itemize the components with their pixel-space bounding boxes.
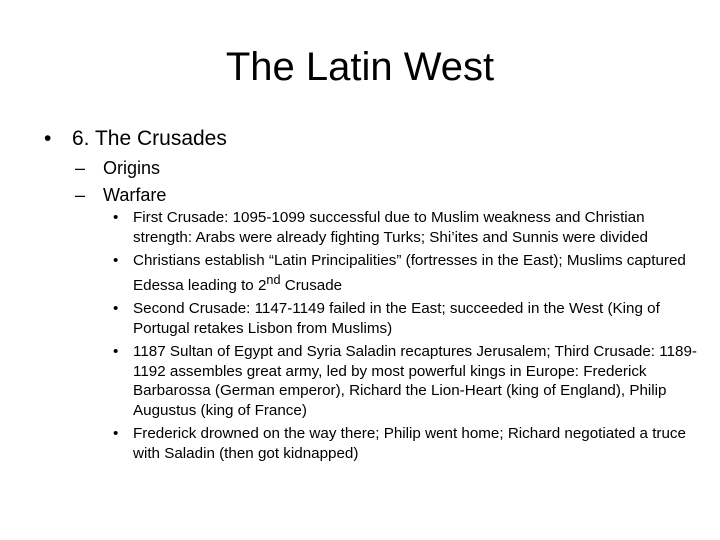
- bullet-icon: •: [113, 209, 119, 226]
- point-text: Second Crusade: 1147-1149 failed in the East; succeeded in the West (King of Portugal retakes Lisbon from Muslims): [133, 300, 660, 337]
- topic-text: 6. The Crusades: [72, 127, 227, 150]
- subtopic-text: Warfare: [103, 185, 167, 205]
- point-text: 1187 Sultan of Egypt and Syria Saladin recaptures Jerusalem; Third Crusade: 1189-1192 assembles great army, led by most powerful kings in Europe: Frederick Barbarossa (German emperor), Richard the Lion-Heart (king of England), Philip Augustus (king of France): [133, 343, 697, 419]
- point-item: [113, 299, 703, 338]
- point-text-after: Crusade: [280, 276, 343, 294]
- point-list: [113, 208, 703, 467]
- point-item: [113, 342, 703, 420]
- bullet-icon: •: [113, 300, 119, 318]
- point-item: [113, 251, 703, 295]
- point-text: [133, 252, 686, 294]
- point-text-before: Christians establish “Latin Principalities” (fortresses in the East); Muslims captured Edessa leading to 2: [133, 252, 686, 294]
- bullet-icon: •: [44, 127, 52, 150]
- bullet-icon: •: [113, 252, 119, 269]
- ordinal-suffix: nd: [266, 272, 281, 287]
- point-item: [113, 424, 703, 463]
- bullet-icon: •: [113, 343, 119, 361]
- dash-icon: –: [75, 185, 86, 205]
- point-item: [113, 208, 703, 247]
- slide-title: The Latin West: [225, 45, 495, 89]
- subtopic-text: Origins: [103, 158, 161, 178]
- dash-icon: –: [75, 158, 86, 178]
- point-text: First Crusade: 1095-1099 successful due to Muslim weakness and Christian strength: Arabs were already fighting Turks; Shi’ites and Sunnis were divided: [133, 209, 648, 246]
- bullet-icon: •: [113, 425, 119, 443]
- point-text: Frederick drowned on the way there; Philip went home; Richard negotiated a truce with Saladin (then got kidnapped): [133, 425, 686, 462]
